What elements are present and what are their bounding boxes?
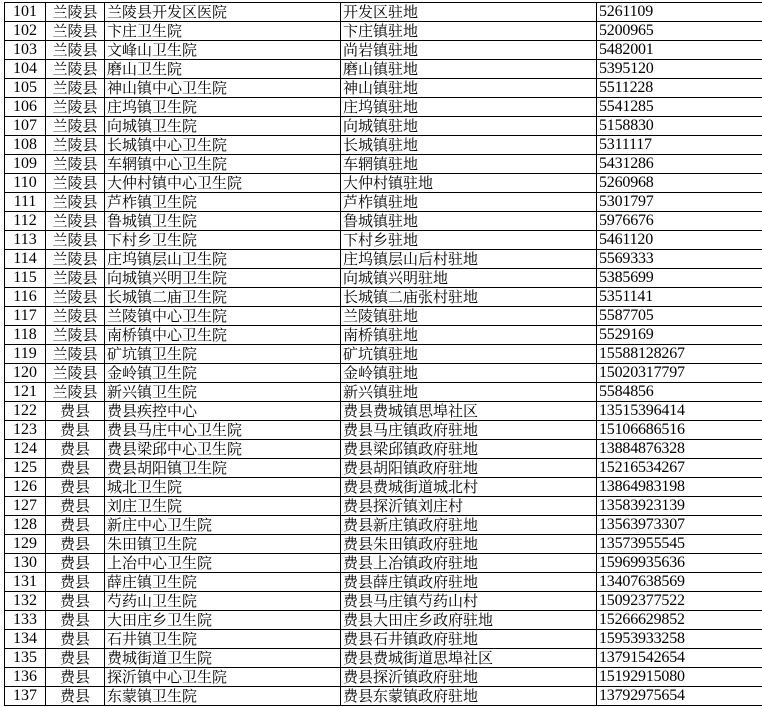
row-number-cell: 123: [5, 421, 46, 440]
county-cell: 兰陵县: [46, 79, 105, 98]
location-cell: 磨山镇驻地: [341, 60, 597, 79]
institution-name-cell: 下村乡卫生院: [105, 231, 341, 250]
location-cell: 费县薛庄镇政府驻地: [341, 573, 597, 592]
table-row: [5, 307, 762, 326]
row-number-cell: 114: [5, 250, 46, 269]
institution-name-cell: 车辋镇中心卫生院: [105, 155, 341, 174]
county-cell: 费县: [46, 516, 105, 535]
row-number-cell: 113: [5, 231, 46, 250]
table-row: [5, 573, 762, 592]
institution-name-cell: 矿坑镇卫生院: [105, 345, 341, 364]
table-row: [5, 421, 762, 440]
location-cell: 长城镇驻地: [341, 136, 597, 155]
location-cell: 费县马庄镇芍药山村: [341, 592, 597, 611]
row-number-cell: 137: [5, 687, 46, 706]
institution-name-cell: 鲁城镇卫生院: [105, 212, 341, 231]
row-number-cell: 134: [5, 630, 46, 649]
table-row: [5, 402, 762, 421]
institution-name-cell: 兰陵镇中心卫生院: [105, 307, 341, 326]
table-body: [5, 3, 762, 706]
phone-cell: 5569333: [597, 250, 762, 269]
location-cell: 费县石井镇政府驻地: [341, 630, 597, 649]
phone-cell: 5584856: [597, 383, 762, 402]
row-number-cell: 115: [5, 269, 46, 288]
row-number-cell: 120: [5, 364, 46, 383]
hospital-table: [4, 2, 762, 706]
row-number-cell: 106: [5, 98, 46, 117]
phone-cell: 15020317797: [597, 364, 762, 383]
location-cell: 费县大田庄乡政府驻地: [341, 611, 597, 630]
phone-cell: 15266629852: [597, 611, 762, 630]
institution-name-cell: 神山镇中心卫生院: [105, 79, 341, 98]
institution-name-cell: 城北卫生院: [105, 478, 341, 497]
institution-name-cell: 向城镇兴明卫生院: [105, 269, 341, 288]
row-number-cell: 111: [5, 193, 46, 212]
institution-name-cell: 费县疾控中心: [105, 402, 341, 421]
institution-name-cell: 新兴镇卫生院: [105, 383, 341, 402]
row-number-cell: 130: [5, 554, 46, 573]
location-cell: 南桥镇驻地: [341, 326, 597, 345]
institution-name-cell: 费城街道卫生院: [105, 649, 341, 668]
table-row: [5, 41, 762, 60]
row-number-cell: 125: [5, 459, 46, 478]
row-number-cell: 131: [5, 573, 46, 592]
table-row: [5, 193, 762, 212]
institution-name-cell: 费县胡阳镇卫生院: [105, 459, 341, 478]
county-cell: 兰陵县: [46, 307, 105, 326]
county-cell: 费县: [46, 611, 105, 630]
phone-cell: 15106686516: [597, 421, 762, 440]
phone-cell: 15092377522: [597, 592, 762, 611]
row-number-cell: 136: [5, 668, 46, 687]
county-cell: 费县: [46, 687, 105, 706]
table-row: [5, 345, 762, 364]
institution-name-cell: 向城镇卫生院: [105, 117, 341, 136]
row-number-cell: 122: [5, 402, 46, 421]
phone-cell: 5511228: [597, 79, 762, 98]
institution-name-cell: 大田庄乡卫生院: [105, 611, 341, 630]
table-row: [5, 687, 762, 706]
county-cell: 兰陵县: [46, 117, 105, 136]
table-row: [5, 326, 762, 345]
location-cell: 庄坞镇层山后村驻地: [341, 250, 597, 269]
county-cell: 兰陵县: [46, 22, 105, 41]
table-row: [5, 155, 762, 174]
phone-cell: 5431286: [597, 155, 762, 174]
row-number-cell: 118: [5, 326, 46, 345]
phone-cell: 13573955545: [597, 535, 762, 554]
county-cell: 费县: [46, 535, 105, 554]
institution-name-cell: 庄坞镇卫生院: [105, 98, 341, 117]
row-number-cell: 128: [5, 516, 46, 535]
location-cell: 卞庄镇驻地: [341, 22, 597, 41]
phone-cell: 5351141: [597, 288, 762, 307]
row-number-cell: 116: [5, 288, 46, 307]
institution-name-cell: 朱田镇卫生院: [105, 535, 341, 554]
phone-cell: 15953933258: [597, 630, 762, 649]
location-cell: 费县胡阳镇政府驻地: [341, 459, 597, 478]
phone-cell: 5395120: [597, 60, 762, 79]
county-cell: 兰陵县: [46, 60, 105, 79]
phone-cell: 13563973307: [597, 516, 762, 535]
table-row: [5, 136, 762, 155]
county-cell: 兰陵县: [46, 364, 105, 383]
location-cell: 费县费城街道思埠社区: [341, 649, 597, 668]
location-cell: 矿坑镇驻地: [341, 345, 597, 364]
row-number-cell: 126: [5, 478, 46, 497]
county-cell: 费县: [46, 649, 105, 668]
institution-name-cell: 兰陵县开发区医院: [105, 3, 341, 22]
table-row: [5, 22, 762, 41]
county-cell: 费县: [46, 554, 105, 573]
row-number-cell: 103: [5, 41, 46, 60]
county-cell: 兰陵县: [46, 383, 105, 402]
table-row: [5, 440, 762, 459]
row-number-cell: 117: [5, 307, 46, 326]
institution-name-cell: 庄坞镇层山卫生院: [105, 250, 341, 269]
table-row: [5, 79, 762, 98]
row-number-cell: 105: [5, 79, 46, 98]
phone-cell: 13515396414: [597, 402, 762, 421]
institution-name-cell: 长城镇二庙卫生院: [105, 288, 341, 307]
county-cell: 费县: [46, 592, 105, 611]
table-row: [5, 668, 762, 687]
phone-cell: 5260968: [597, 174, 762, 193]
location-cell: 芦柞镇驻地: [341, 193, 597, 212]
row-number-cell: 121: [5, 383, 46, 402]
county-cell: 兰陵县: [46, 41, 105, 60]
location-cell: 神山镇驻地: [341, 79, 597, 98]
location-cell: 向城镇驻地: [341, 117, 597, 136]
table-row: [5, 364, 762, 383]
location-cell: 金岭镇驻地: [341, 364, 597, 383]
phone-cell: 5385699: [597, 269, 762, 288]
location-cell: 新兴镇驻地: [341, 383, 597, 402]
county-cell: 兰陵县: [46, 174, 105, 193]
table-row: [5, 459, 762, 478]
phone-cell: 15588128267: [597, 345, 762, 364]
row-number-cell: 129: [5, 535, 46, 554]
table-row: [5, 269, 762, 288]
table-row: [5, 554, 762, 573]
location-cell: 费县上冶镇政府驻地: [341, 554, 597, 573]
phone-cell: 5311117: [597, 136, 762, 155]
location-cell: 开发区驻地: [341, 3, 597, 22]
county-cell: 兰陵县: [46, 231, 105, 250]
institution-name-cell: 探沂镇中心卫生院: [105, 668, 341, 687]
location-cell: 费县费城镇思埠社区: [341, 402, 597, 421]
location-cell: 大仲村镇驻地: [341, 174, 597, 193]
location-cell: 费县梁邱镇政府驻地: [341, 440, 597, 459]
row-number-cell: 132: [5, 592, 46, 611]
row-number-cell: 135: [5, 649, 46, 668]
institution-name-cell: 费县马庄中心卫生院: [105, 421, 341, 440]
table-row: [5, 497, 762, 516]
phone-cell: 5976676: [597, 212, 762, 231]
county-cell: 费县: [46, 573, 105, 592]
table-row: [5, 174, 762, 193]
location-cell: 尚岩镇驻地: [341, 41, 597, 60]
location-cell: 费县东蒙镇政府驻地: [341, 687, 597, 706]
institution-name-cell: 长城镇中心卫生院: [105, 136, 341, 155]
county-cell: 费县: [46, 440, 105, 459]
location-cell: 兰陵镇驻地: [341, 307, 597, 326]
table-row: [5, 231, 762, 250]
county-cell: 兰陵县: [46, 98, 105, 117]
table-row: [5, 3, 762, 22]
phone-cell: 13792975654: [597, 687, 762, 706]
table-row: [5, 250, 762, 269]
county-cell: 费县: [46, 478, 105, 497]
phone-cell: 13884876328: [597, 440, 762, 459]
county-cell: 兰陵县: [46, 155, 105, 174]
table-row: [5, 117, 762, 136]
phone-cell: 5482001: [597, 41, 762, 60]
phone-cell: 13791542654: [597, 649, 762, 668]
institution-name-cell: 金岭镇卫生院: [105, 364, 341, 383]
institution-name-cell: 薛庄镇卫生院: [105, 573, 341, 592]
phone-cell: 13407638569: [597, 573, 762, 592]
row-number-cell: 119: [5, 345, 46, 364]
phone-cell: 15216534267: [597, 459, 762, 478]
county-cell: 费县: [46, 630, 105, 649]
table-row: [5, 212, 762, 231]
phone-cell: 15969935636: [597, 554, 762, 573]
location-cell: 费县朱田镇政府驻地: [341, 535, 597, 554]
institution-name-cell: 大仲村镇中心卫生院: [105, 174, 341, 193]
institution-name-cell: 芦柞镇卫生院: [105, 193, 341, 212]
county-cell: 兰陵县: [46, 250, 105, 269]
row-number-cell: 101: [5, 3, 46, 22]
table-row: [5, 592, 762, 611]
institution-name-cell: 上冶中心卫生院: [105, 554, 341, 573]
row-number-cell: 108: [5, 136, 46, 155]
institution-name-cell: 刘庄卫生院: [105, 497, 341, 516]
table-row: [5, 630, 762, 649]
county-cell: 费县: [46, 402, 105, 421]
phone-cell: 5541285: [597, 98, 762, 117]
row-number-cell: 112: [5, 212, 46, 231]
phone-cell: 13864983198: [597, 478, 762, 497]
row-number-cell: 127: [5, 497, 46, 516]
location-cell: 车辋镇驻地: [341, 155, 597, 174]
location-cell: 费县费城街道城北村: [341, 478, 597, 497]
phone-cell: 5529169: [597, 326, 762, 345]
institution-name-cell: 东蒙镇卫生院: [105, 687, 341, 706]
table-row: [5, 288, 762, 307]
row-number-cell: 102: [5, 22, 46, 41]
county-cell: 兰陵县: [46, 136, 105, 155]
institution-name-cell: 文峰山卫生院: [105, 41, 341, 60]
location-cell: 庄坞镇驻地: [341, 98, 597, 117]
phone-cell: 5261109: [597, 3, 762, 22]
row-number-cell: 124: [5, 440, 46, 459]
location-cell: 费县探沂镇政府驻地: [341, 668, 597, 687]
phone-cell: 15192915080: [597, 668, 762, 687]
county-cell: 费县: [46, 497, 105, 516]
phone-cell: 5200965: [597, 22, 762, 41]
county-cell: 兰陵县: [46, 193, 105, 212]
phone-cell: 5301797: [597, 193, 762, 212]
location-cell: 费县马庄镇政府驻地: [341, 421, 597, 440]
phone-cell: 5158830: [597, 117, 762, 136]
institution-name-cell: 石井镇卫生院: [105, 630, 341, 649]
county-cell: 费县: [46, 459, 105, 478]
location-cell: 费县探沂镇刘庄村: [341, 497, 597, 516]
row-number-cell: 133: [5, 611, 46, 630]
county-cell: 费县: [46, 668, 105, 687]
table-row: [5, 611, 762, 630]
phone-cell: 5461120: [597, 231, 762, 250]
county-cell: 兰陵县: [46, 212, 105, 231]
table-row: [5, 535, 762, 554]
location-cell: 长城镇二庙张村驻地: [341, 288, 597, 307]
table-row: [5, 516, 762, 535]
location-cell: 下村乡驻地: [341, 231, 597, 250]
phone-cell: 13583923139: [597, 497, 762, 516]
county-cell: 兰陵县: [46, 3, 105, 22]
row-number-cell: 107: [5, 117, 46, 136]
location-cell: 费县新庄镇政府驻地: [341, 516, 597, 535]
county-cell: 兰陵县: [46, 326, 105, 345]
row-number-cell: 110: [5, 174, 46, 193]
institution-name-cell: 卞庄卫生院: [105, 22, 341, 41]
location-cell: 鲁城镇驻地: [341, 212, 597, 231]
institution-name-cell: 新庄中心卫生院: [105, 516, 341, 535]
institution-name-cell: 费县梁邱中心卫生院: [105, 440, 341, 459]
county-cell: 兰陵县: [46, 345, 105, 364]
table-row: [5, 60, 762, 79]
table-row: [5, 478, 762, 497]
table-row: [5, 649, 762, 668]
row-number-cell: 109: [5, 155, 46, 174]
county-cell: 费县: [46, 421, 105, 440]
location-cell: 向城镇兴明驻地: [341, 269, 597, 288]
phone-cell: 5587705: [597, 307, 762, 326]
row-number-cell: 104: [5, 60, 46, 79]
table-row: [5, 383, 762, 402]
institution-name-cell: 南桥镇中心卫生院: [105, 326, 341, 345]
table-row: [5, 98, 762, 117]
institution-name-cell: 芍药山卫生院: [105, 592, 341, 611]
county-cell: 兰陵县: [46, 288, 105, 307]
institution-name-cell: 磨山卫生院: [105, 60, 341, 79]
county-cell: 兰陵县: [46, 269, 105, 288]
